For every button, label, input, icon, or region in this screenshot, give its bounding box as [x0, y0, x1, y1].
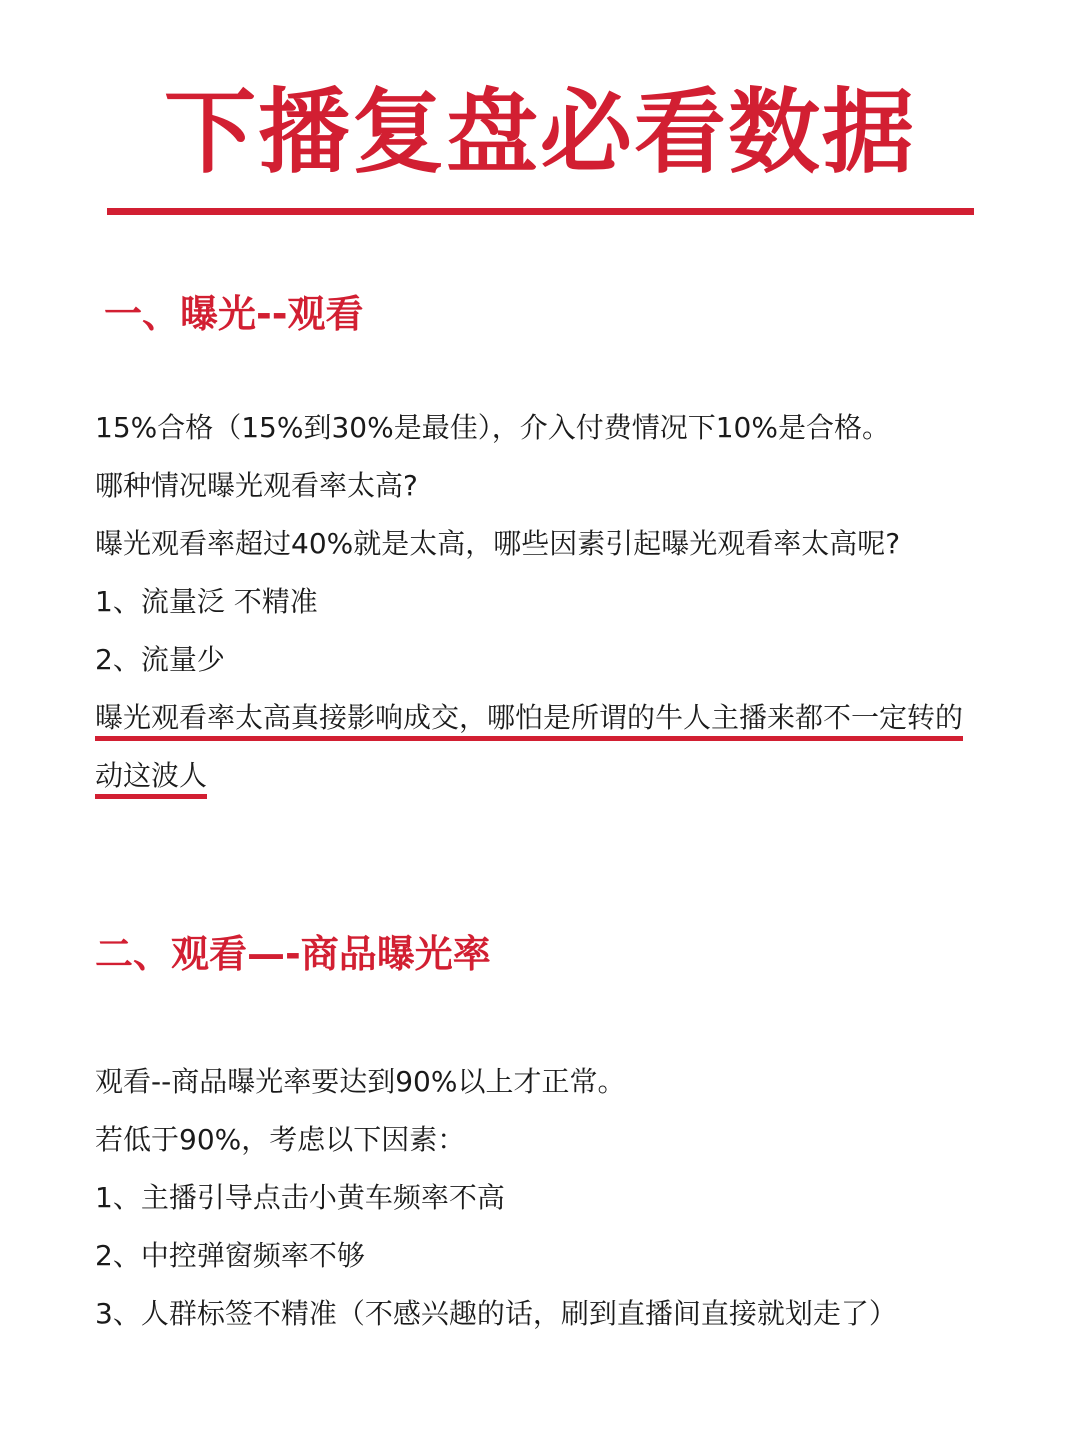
body-line: 曝光观看率超过40%就是太高，哪些因素引起曝光观看率太高呢? [95, 527, 901, 560]
page-title: 下播复盘必看数据 [163, 79, 916, 186]
list-item: 3、人群标签不精准（不感兴趣的话，刷到直播间直接就划走了） [95, 1297, 897, 1330]
section-body-view-product-exposure [95, 1053, 995, 1343]
body-line: 15%合格（15%到30%是最佳），介入付费情况下10%是合格。 [95, 411, 890, 444]
body-line: 观看--商品曝光率要达到90%以上才正常。 [95, 1065, 626, 1098]
list-item: 2、中控弹窗频率不够 [95, 1239, 365, 1272]
title-divider [107, 208, 974, 215]
section-heading-exposure-view: 一、曝光--观看 [104, 292, 364, 336]
body-line: 若低于90%，考虑以下因素： [95, 1123, 466, 1156]
list-item: 1、主播引导点击小黄车频率不高 [95, 1181, 505, 1214]
highlight-note-wrapper [95, 689, 985, 805]
section-heading-view-product-exposure: 二、观看—-商品曝光率 [95, 932, 491, 976]
list-item: 2、流量少 [95, 643, 225, 676]
list-item: 1、流量泛 不精准 [95, 585, 318, 618]
body-line: 哪种情况曝光观看率太高? [95, 469, 418, 502]
section-body-exposure-view [95, 399, 995, 805]
highlight-note: 曝光观看率太高真接影响成交，哪怕是所谓的牛人主播来都不一定转的动这波人 [95, 701, 963, 799]
